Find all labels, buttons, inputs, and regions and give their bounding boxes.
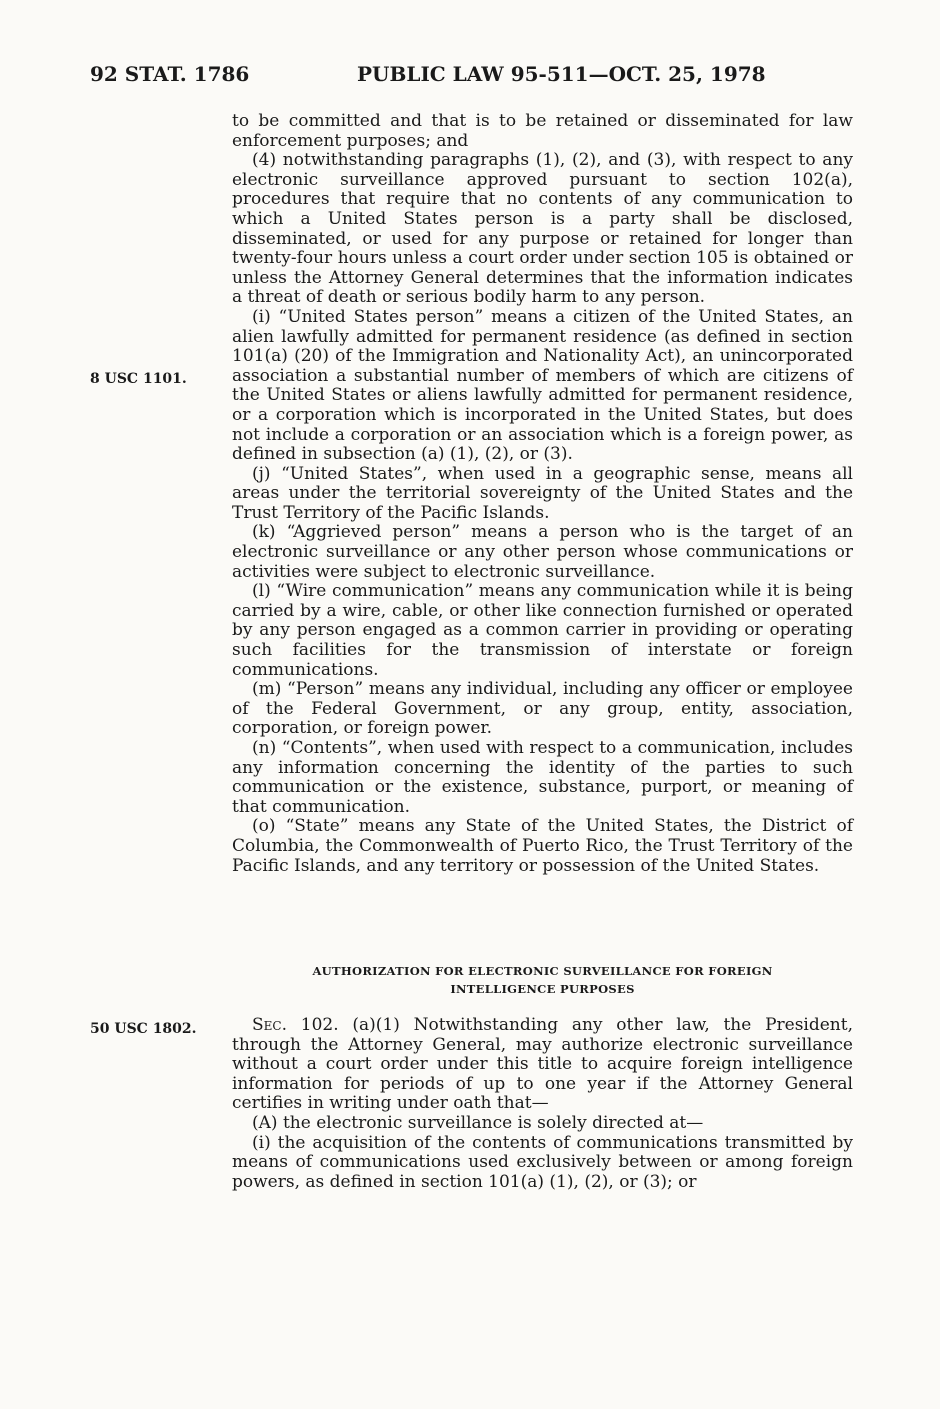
definition-l: (l) “Wire communication” means any communication while it is being carried by a wire, cable, or other like connection furnished or operated by any person engaged as a common carrier in providing or operating such facilities for the transmission of interstate or foreign communications. <box>232 581 853 680</box>
clause-a-i: (i) the acquisition of the contents of communications transmitted by means of communications used exclusively between or among foreign powers, as defined in section 101(a) (1), (2), or (3); or <box>232 1132 853 1192</box>
section-102-text <box>232 1016 853 1114</box>
definitions-block <box>232 112 853 876</box>
section-heading-line-1: AUTHORIZATION FOR ELECTRONIC SURVEILLANCE FOR FOREIGN <box>312 964 773 978</box>
section-label: Sec. <box>252 1015 287 1035</box>
subparagraph-a: (A) the electronic surveillance is solely directed at— <box>252 1112 704 1133</box>
margin-note-8-usc-1101: 8 USC 1101. <box>90 371 187 387</box>
definition-j: (j) “United States”, when used in a geographic sense, means all areas under the territorial sovereignty of the United States and the Trust Territory of the Pacific Islands. <box>232 463 853 523</box>
paragraph-4: (4) notwithstanding paragraphs (1), (2), and (3), with respect to any electronic surveillance approved pursuant to section 102(a), procedures that require that no contents of any communication to which a United States person is a party shall be disclosed, disseminated, or used for any purpose or retained for longer than twenty-four hours unless a court order under section 105 is obtained or unless the Attorney General determines that the information indicates a threat of death or serious bodily harm to any person. <box>232 150 853 308</box>
paragraph-continuation: to be committed and that is to be retained or disseminated for law enforcement purposes; and <box>232 111 853 151</box>
section-102-body: 102. (a)(1) Notwithstanding any other law, the President, through the Attorney General, may authorize electronic surveillance without a court order under this title to acquire foreign intelligence information for periods of up to one year if the Attorney General certifies in writing under oath that— <box>232 1015 853 1114</box>
definition-n: (n) “Contents”, when used with respect to a communication, includes any information concerning the identity of the parties to such communication or the existence, substance, purport, or meaning of that communication. <box>232 738 853 817</box>
section-102-block <box>232 1016 853 1192</box>
definition-o: (o) “State” means any State of the United States, the District of Columbia, the Commonwealth of Puerto Rico, the Trust Territory of the Pacific Islands, and any territory or possession of the United States. <box>232 816 853 876</box>
public-law-title: PUBLIC LAW 95-511—OCT. 25, 1978 <box>357 62 766 86</box>
section-heading <box>232 962 853 998</box>
margin-note-50-usc-1802: 50 USC 1802. <box>90 1021 197 1037</box>
page-header <box>0 62 940 90</box>
stat-citation: 92 STAT. 1786 <box>90 62 250 86</box>
definition-k: (k) “Aggrieved person” means a person who is the target of an electronic surveillance or any other person whose communications or activities were subject to electronic surveillance. <box>232 522 853 582</box>
section-heading-line-2: INTELLIGENCE PURPOSES <box>450 982 635 996</box>
definition-i: (i) “United States person” means a citizen of the United States, an alien lawfully admitted for permanent residence (as defined in section 101(a) (20) of the Immigration and Nationality Act), an unincorporated association a substantial number of members of which are citizens of the United States or aliens lawfully admitted for permanent residence, or a corporation which is incorporated in the United States, but does not include a corporation or an association which is a foreign power, as defined in subsection (a) (1), (2), or (3). <box>232 306 853 465</box>
definition-m: (m) “Person” means any individual, including any officer or employee of the Federal Government, or any group, entity, association, corporation, or foreign power. <box>232 679 853 739</box>
